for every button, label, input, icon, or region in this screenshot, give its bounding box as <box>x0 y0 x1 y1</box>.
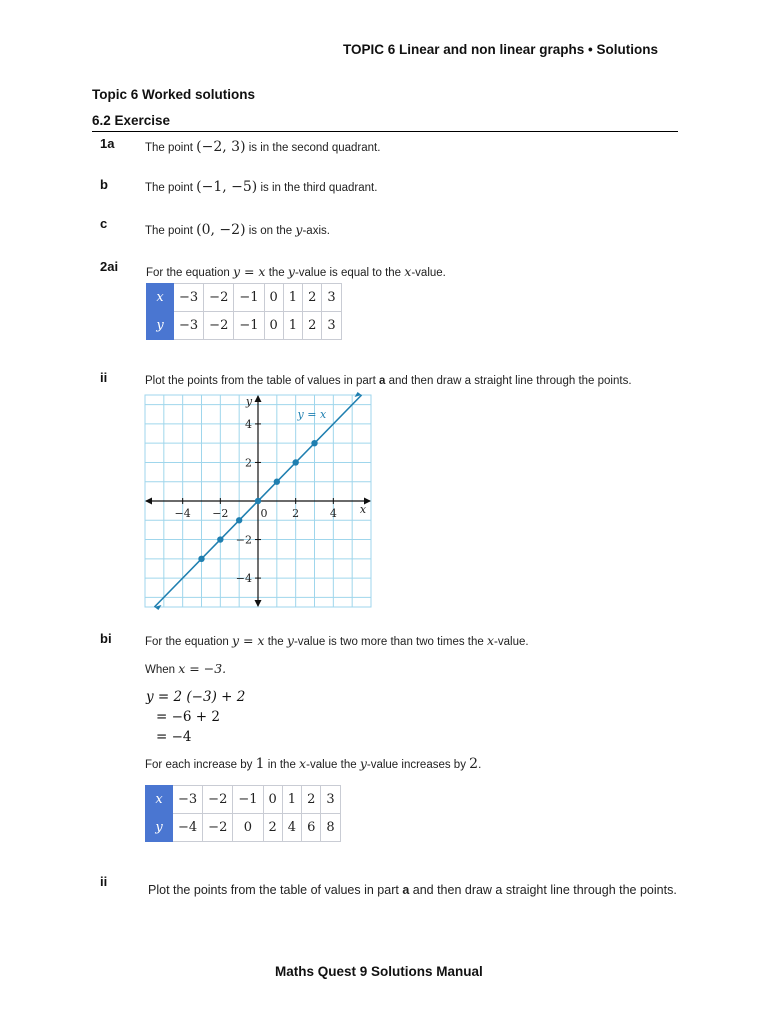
inc-mid3: -value increases by <box>366 759 470 771</box>
section-title: 6.2 Exercise <box>92 113 171 128</box>
answer-1b <box>145 179 377 195</box>
var-x: x <box>404 264 412 279</box>
question-label-2aii: ii <box>100 370 108 385</box>
answer-2ai-post: -value. <box>411 267 446 279</box>
table-cell: −2 <box>204 312 234 340</box>
table-row-label: x <box>146 786 173 814</box>
x-tick-label: 2 <box>292 507 300 520</box>
table-cell: 0 <box>263 786 282 814</box>
calculation <box>146 687 245 747</box>
data-point <box>311 440 317 446</box>
inc-num-2: 2 <box>469 756 479 772</box>
table-cell: 4 <box>282 814 301 842</box>
point-1b: (−1, −5) <box>196 179 258 195</box>
table-cell: 2 <box>303 312 322 340</box>
answer-2bi-post: -value. <box>494 636 529 648</box>
question-label-2bi: bi <box>100 631 112 646</box>
calc-line-1: y = 2 (−3) + 2 <box>146 689 246 705</box>
x-axis-arrow-left <box>145 498 152 505</box>
answer-1c-pre: The point <box>145 225 197 237</box>
answer-2bi-pre: For the equation <box>145 636 232 648</box>
table-cell: 8 <box>321 814 340 842</box>
table-cell: 2 <box>302 786 321 814</box>
data-point <box>198 556 204 562</box>
table-cell: 0 <box>233 814 263 842</box>
var-y: y <box>359 756 367 771</box>
data-point <box>292 459 298 465</box>
y-tick-label: −4 <box>235 572 252 586</box>
var-x: x <box>299 756 307 771</box>
table-row-label: y <box>147 312 174 340</box>
y-tick-label: 2 <box>245 456 252 470</box>
calc-line-3: = −4 <box>156 729 192 745</box>
question-label-2bii: ii <box>100 874 108 889</box>
x-tick-label: 0 <box>260 507 268 520</box>
calc-line-2: = −6 + 2 <box>156 709 220 725</box>
answer-1c <box>145 222 330 238</box>
x-tick-label: −2 <box>212 507 229 520</box>
var-y: y <box>295 222 303 237</box>
y-axis-arrow-down <box>255 600 262 607</box>
answer-1a-post: is in the second quadrant. <box>245 142 381 154</box>
table-cell: 1 <box>282 786 301 814</box>
increase-line <box>145 756 481 772</box>
y-axis-arrow-up <box>255 395 262 402</box>
answer-2bii-pre: Plot the points from the table of values in part <box>148 883 403 897</box>
y-axis-label: y <box>245 395 253 408</box>
point-1a: (−2, 3) <box>196 139 246 155</box>
table-cell: −2 <box>204 284 234 312</box>
table-row-y <box>146 814 341 842</box>
data-point <box>236 517 242 523</box>
part-ref: a <box>402 883 410 897</box>
data-point <box>255 498 261 504</box>
table-cell: 1 <box>283 312 302 340</box>
table-cell: −2 <box>203 814 233 842</box>
table-row-x <box>146 786 341 814</box>
answer-1b-pre: The point <box>145 182 197 194</box>
x-tick-label: 4 <box>329 507 337 520</box>
answer-2aii-post: and then draw a straight line through the points. <box>385 375 632 387</box>
table-cell: −4 <box>173 814 203 842</box>
answer-2aii <box>145 375 632 387</box>
inc-mid2: -value the <box>306 759 360 771</box>
var-y: y <box>286 633 294 648</box>
equation-2ai: y = x <box>232 264 266 279</box>
table-cell: 3 <box>322 312 341 340</box>
table-cell: −1 <box>233 786 263 814</box>
when-pre: When <box>145 664 179 676</box>
answer-1a-pre: The point <box>145 142 197 154</box>
answer-2bi <box>145 633 529 648</box>
table-cell: −3 <box>174 312 204 340</box>
table-cell: −3 <box>173 786 203 814</box>
table-cell: −2 <box>203 786 233 814</box>
question-label-1c: c <box>100 216 108 231</box>
page-heading: Topic 6 Worked solutions <box>92 87 256 102</box>
table-cell: 0 <box>264 284 283 312</box>
when-line <box>145 661 226 676</box>
question-label-1a: 1a <box>100 136 115 151</box>
table-cell: 3 <box>321 786 340 814</box>
linear-graph <box>142 392 374 610</box>
line-label: y = x <box>297 408 327 422</box>
point-1c: (0, −2) <box>196 222 246 238</box>
answer-1a <box>145 139 380 155</box>
x-tick-label: −4 <box>174 507 191 520</box>
answer-1c-post: is on the <box>245 225 296 237</box>
answer-2aii-pre: Plot the points from the table of values in part <box>145 375 379 387</box>
inc-post: . <box>478 759 482 771</box>
answer-2ai-pre: For the equation <box>146 267 233 279</box>
y-tick-label: −2 <box>235 533 252 547</box>
inc-num-1: 1 <box>255 756 265 772</box>
table-row-label: y <box>146 814 173 842</box>
page-footer: Maths Quest 9 Solutions Manual <box>275 964 483 979</box>
when-equation: x = −3. <box>178 661 227 676</box>
table-cell: 1 <box>283 284 302 312</box>
table-cell: −1 <box>234 284 264 312</box>
table-cell: −1 <box>234 312 264 340</box>
equation-2bi: y = x <box>231 633 265 648</box>
table-cell: 2 <box>303 284 322 312</box>
x-axis-label: x <box>359 503 367 516</box>
answer-2bii <box>148 883 677 897</box>
inc-mid: in the <box>264 759 300 771</box>
data-point <box>217 536 223 542</box>
answer-2bi-mid: the <box>264 636 287 648</box>
table-row-label: x <box>147 284 174 312</box>
inc-pre: For each increase by <box>145 759 256 771</box>
answer-2bii-post: and then draw a straight line through the points. <box>409 883 677 897</box>
answer-1c-post2: -axis. <box>302 225 330 237</box>
table-of-values-2ai <box>146 283 342 340</box>
table-cell: 2 <box>263 814 282 842</box>
section-rule <box>92 131 678 132</box>
table-of-values-2bi <box>145 785 341 842</box>
table-cell: 0 <box>264 312 283 340</box>
answer-2ai-mid2: -value is equal to the <box>294 267 405 279</box>
part-ref: a <box>378 375 386 387</box>
y-tick-label: 4 <box>245 417 252 431</box>
running-header: TOPIC 6 Linear and non linear graphs • Solutions <box>343 42 659 57</box>
table-cell: 6 <box>302 814 321 842</box>
question-label-2ai: 2ai <box>100 259 119 274</box>
answer-2ai <box>146 264 446 279</box>
table-cell: 3 <box>322 284 341 312</box>
var-y: y <box>287 264 295 279</box>
answer-2bi-mid2: -value is two more than two times the <box>293 636 487 648</box>
table-row-x <box>147 284 342 312</box>
data-point <box>274 479 280 485</box>
answer-2ai-mid: the <box>265 267 288 279</box>
answer-1b-post: is in the third quadrant. <box>257 182 378 194</box>
table-row-y <box>147 312 342 340</box>
question-label-1b: b <box>100 177 108 192</box>
var-x: x <box>486 633 495 648</box>
table-cell: −3 <box>174 284 204 312</box>
